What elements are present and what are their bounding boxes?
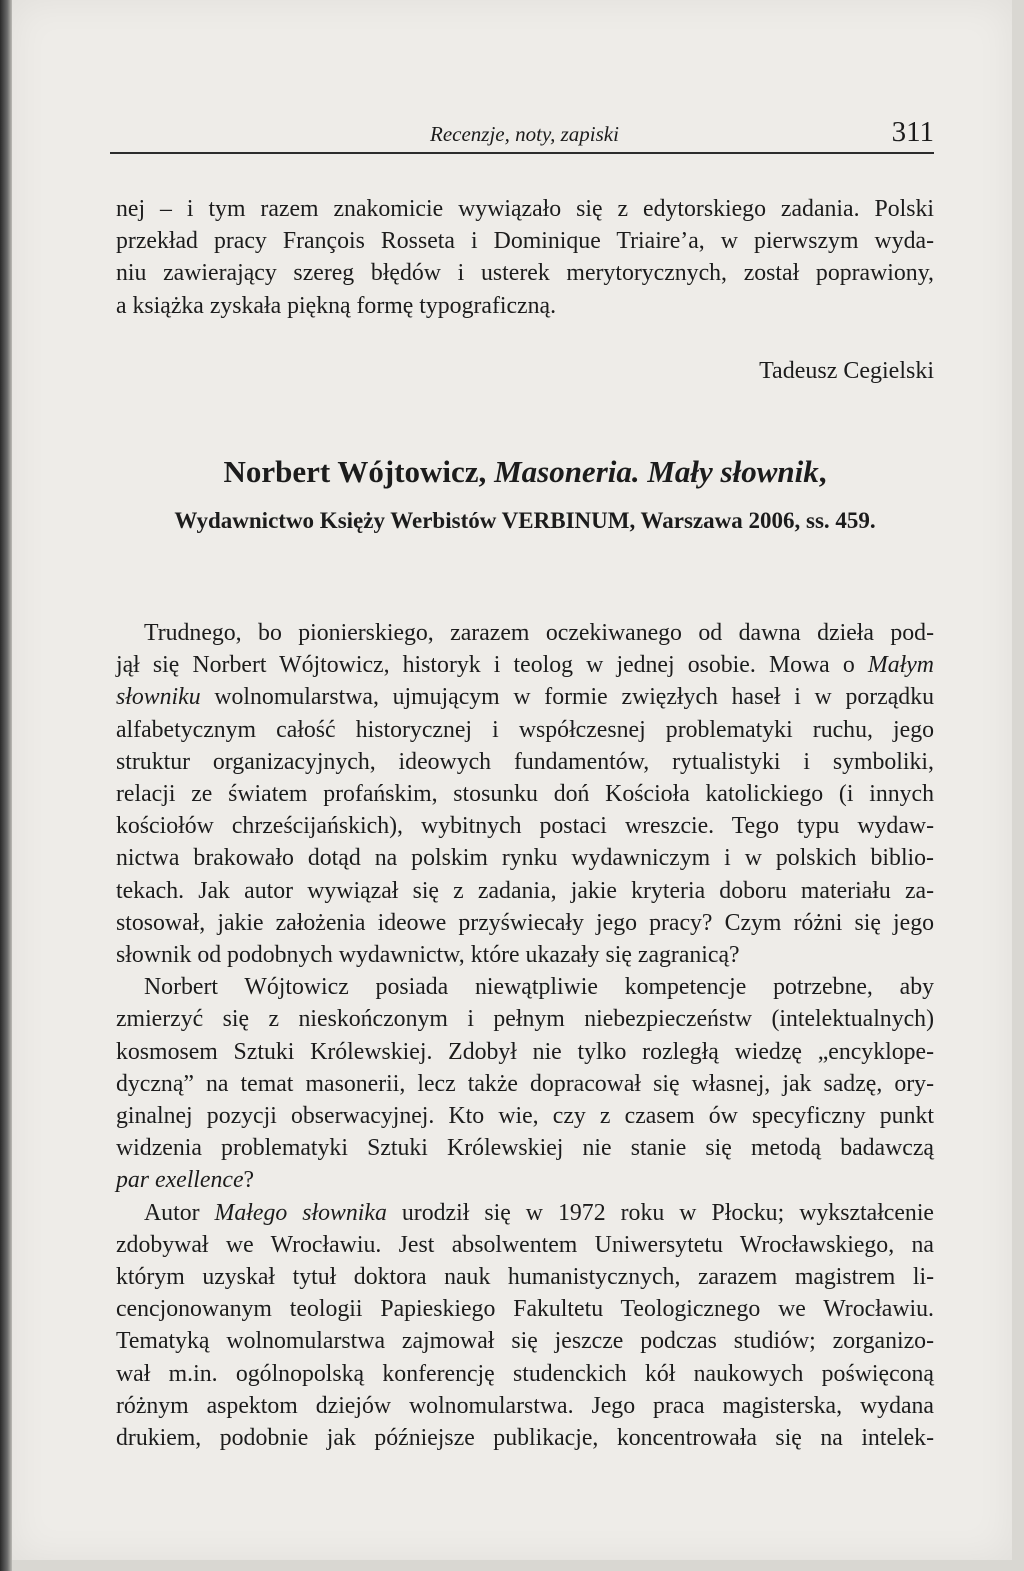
text-line: nictwa brakowało dotąd na polskim rynku wydawniczym i w polskich biblio-: [116, 845, 934, 872]
text-line: różnym aspektom dziejów wolnomularstwa. Jego praca magisterska, wydana: [116, 1392, 934, 1419]
text-line: par exellence?: [116, 1167, 255, 1194]
text-line: którym uzyskał tytuł doktora nauk humanistycznych, zarazem magistrem li-: [116, 1264, 934, 1291]
text-line: jął się Norbert Wójtowicz, historyk i teolog w jednej osobie. Mowa o Małym: [116, 652, 934, 679]
text-line: zmierzyć się z nieskończonym i pełnym niebezpieczeństw (intelektualnych): [116, 1006, 934, 1033]
page-header: [110, 112, 934, 154]
text-line: dyczną” na temat masonerii, lecz także dopracował się własnej, jak sadzę, ory-: [116, 1070, 934, 1097]
text-line: nej – i tym razem znakomicie wywiązało się z edytorskiego zadania. Polski: [116, 196, 934, 222]
text-line: Autor Małego słownika urodził się w 1972 roku w Płocku; wykształcenie: [144, 1199, 934, 1226]
title-author: Norbert Wójtowicz,: [223, 454, 495, 489]
running-head: Recenzje, noty, zapiski: [430, 122, 619, 146]
page-number: 311: [891, 116, 934, 148]
review-signature: Tadeusz Cegielski: [759, 358, 934, 384]
review-publisher: Wydawnictwo Księży Werbistów VERBINUM, Warszawa 2006, ss. 459.: [174, 508, 876, 533]
text-line: wał m.in. ogólnopolską konferencję studenckich kół naukowych poświęconą: [116, 1360, 934, 1387]
text-line: struktur organizacyjnych, ideowych fundamentów, rytualistyki i symboliki,: [116, 748, 934, 775]
text-line: słowniku wolnomularstwa, ujmującym w formie zwięzłych haseł i w porządku: [116, 684, 934, 711]
text-line: stosował, jakie założenia ideowe przyświecały jego pracy? Czym różni się jego: [116, 909, 934, 936]
text-line: a książka zyskała piękną formę typograficzną.: [116, 292, 557, 319]
text-line: relacji ze światem profańskim, stosunku doń Kościoła katolickiego (i innych: [116, 781, 934, 808]
text-line: tekach. Jak autor wywiązał się z zadania, jakie kryteria doboru materiału za-: [116, 877, 934, 904]
text-line: Trudnego, bo pionierskiego, zarazem oczekiwanego od dawna dzieła pod-: [144, 620, 934, 646]
continued-paragraph: [116, 193, 934, 322]
text-line: kosmosem Sztuki Królewskiej. Zdobył nie tylko rozległą wiedzę „encyklope-: [116, 1038, 934, 1065]
text-line: kościołów chrześcijańskich), wybitnych postaci wreszcie. Tego typu wydaw-: [116, 813, 934, 840]
title-comma: ,: [818, 454, 827, 489]
review-body: [116, 617, 934, 1454]
text-line: ginalnej pozycji obserwacyjnej. Kto wie, czy z czasem ów specyficzny punkt: [116, 1103, 934, 1130]
text-line: drukiem, podobnie jak późniejsze publikacje, koncentrowała się na intelek-: [116, 1425, 934, 1452]
text-line: widzenia problematyki Sztuki Królewskiej nie stanie się metodą badawczą: [116, 1135, 934, 1162]
text-line: alfabetycznym całość historycznej i współczesnej problematyki ruchu, jego: [116, 716, 934, 743]
review-title: [100, 452, 950, 492]
title-work: Masoneria. Mały słownik: [494, 454, 819, 489]
text-line: Norbert Wójtowicz posiada niewątpliwie kompetencje potrzebne, aby: [144, 974, 934, 1001]
text-line: cencjonowanym teologii Papieskiego Fakultetu Teologicznego we Wrocławiu.: [116, 1296, 934, 1323]
text-line: słownik od podobnych wydawnictw, które ukazały się zagranicą?: [116, 942, 740, 969]
text-line: zdobywał we Wrocławiu. Jest absolwentem Uniwersytetu Wrocławskiego, na: [116, 1231, 934, 1258]
text-line: Tematyką wolnomularstwa zajmował się jeszcze podczas studiów; zorganizo-: [116, 1328, 934, 1355]
text-line: niu zawierający szereg błędów i usterek merytorycznych, został poprawiony,: [116, 260, 934, 287]
text-line: przekład pracy François Rosseta i Dominique Triaire’a, w pierwszym wyda-: [116, 228, 934, 255]
book-spine-shadow: [0, 0, 12, 1571]
